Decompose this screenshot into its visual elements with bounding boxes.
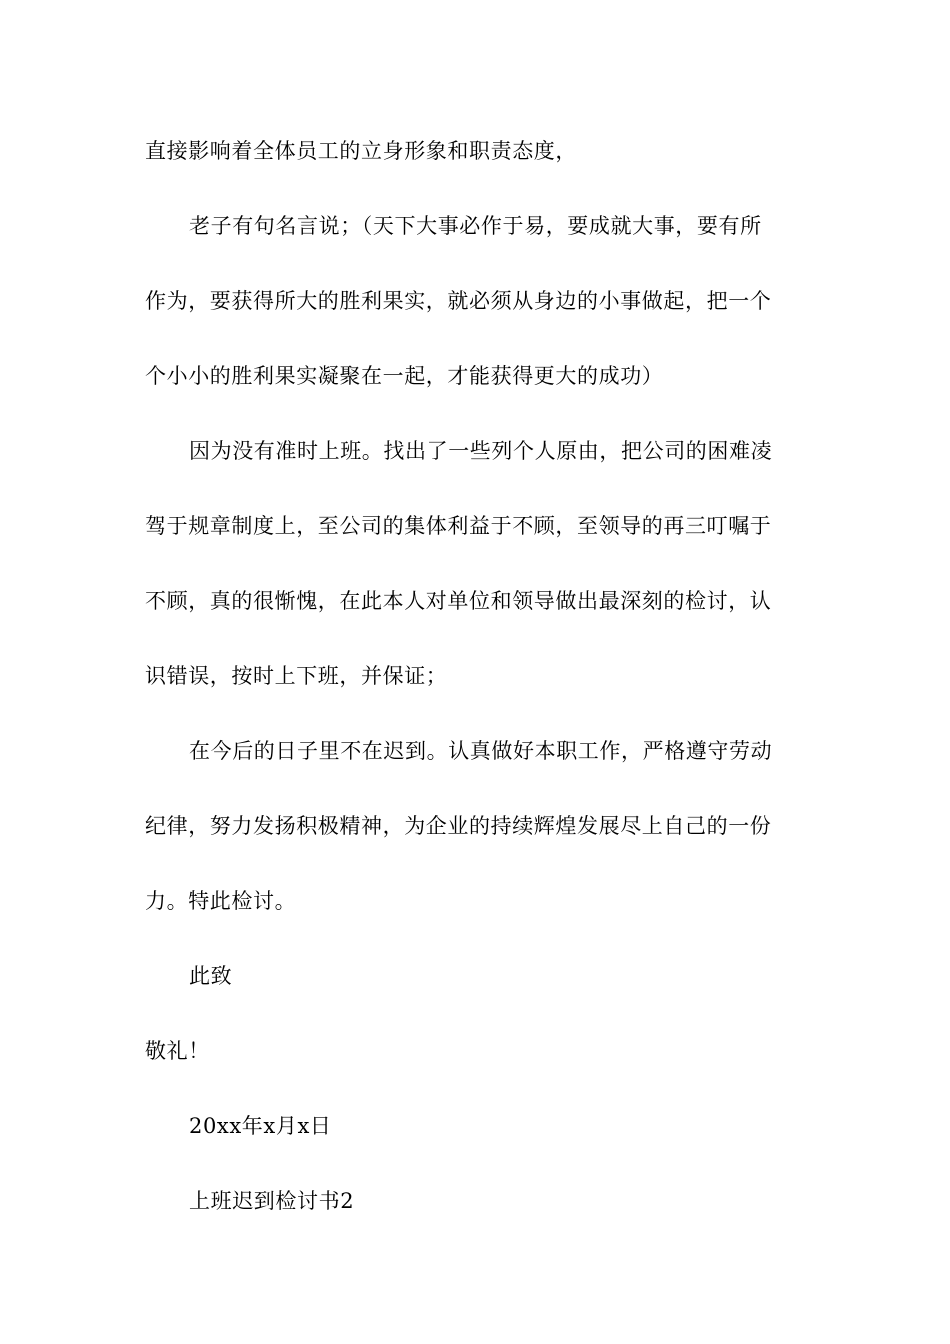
closing-respect: 敬礼！ xyxy=(145,1039,210,1063)
paragraph-line: 纪律，努力发扬积极精神，为企业的持续辉煌发展尽上自己的一份 xyxy=(145,814,772,838)
paragraph-line: 因为没有准时上班。找出了一些列个人原由，把公司的困难凌 xyxy=(189,439,773,463)
paragraph-line: 直接影响着全体员工的立身形象和职责态度， xyxy=(145,139,577,163)
date-line: 20xx年x月x日 xyxy=(189,1114,332,1138)
paragraph-line: 老子有句名言说；（天下大事必作于易，要成就大事，要有所 xyxy=(189,214,762,238)
paragraph-line: 不顾，真的很惭愧，在此本人对单位和领导做出最深刻的检讨，认 xyxy=(145,589,772,613)
closing-salutation: 此致 xyxy=(189,964,233,988)
paragraph-line: 力。特此检讨。 xyxy=(145,889,297,913)
paragraph-line: 识错误，按时上下班，并保证； xyxy=(145,664,448,688)
paragraph-line: 个小小的胜利果实凝聚在一起，才能获得更大的成功） xyxy=(145,364,664,388)
paragraph-line: 作为，要获得所大的胜利果实，就必须从身边的小事做起，把一个 xyxy=(145,289,772,313)
paragraph-line: 驾于规章制度上，至公司的集体利益于不顾，至领导的再三叮嘱于 xyxy=(145,514,772,538)
section-heading: 上班迟到检讨书2 xyxy=(189,1189,355,1213)
paragraph-line: 在今后的日子里不在迟到。认真做好本职工作，严格遵守劳动 xyxy=(189,739,773,763)
